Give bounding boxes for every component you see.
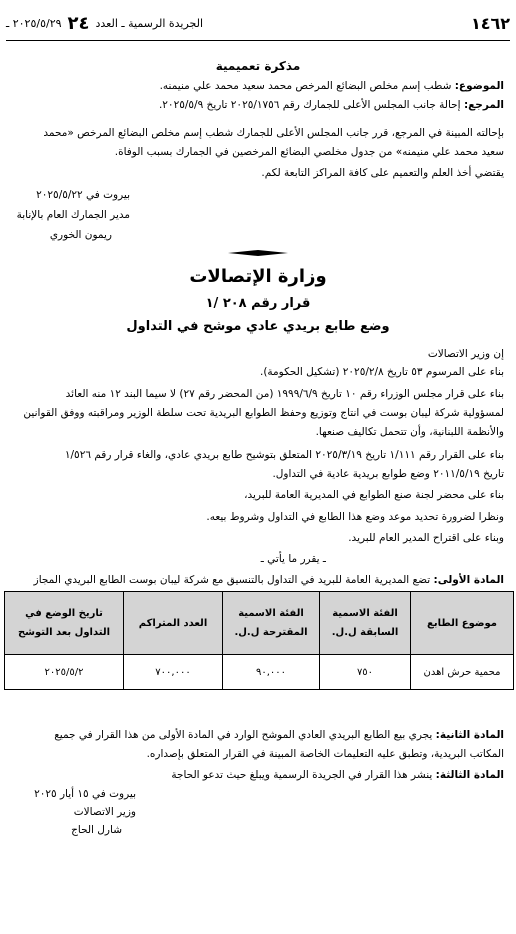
decision-paragraph: بناء على قرار مجلس الوزراء رقم ١٠ تاريخ ١٩٩٩/٦/٩ (من المحضر رقم ٢٧) لا سيما البند ١٢ منه العائد <box>65 388 504 400</box>
memo-sign-title: مدير الجمارك العام بالإنابة <box>16 209 130 221</box>
table-header: الفئة الاسمية المقترحة ل.ل. <box>223 592 320 655</box>
article-2-label: المادة الثانية: <box>435 729 504 741</box>
decision-paragraph: ونظرا لضرورة تحديد موعد وضع هذا الطابع في التداول وشروط بيعه. <box>206 511 504 523</box>
subject-text: شطب إسم مخلص البضائع المرخص محمد سعيد محمد علي منيمنه. <box>159 80 455 92</box>
header-rule <box>6 40 510 41</box>
table-cell: ٧٠٠,٠٠٠ <box>124 655 223 690</box>
article-3 <box>12 766 504 785</box>
article-1 <box>12 571 504 590</box>
reference-label: المرجع: <box>463 99 504 111</box>
article-3-text: ينشر هذا القرار في الجريدة الرسمية ويبلغ حيث تدعو الحاجة <box>171 769 436 781</box>
memo-body-line: يقتضي أخذ العلم والتعميم على كافة المراكز التابعة لكم. <box>261 167 504 179</box>
subject-label: الموضوع: <box>454 80 504 92</box>
decision-sign-title: وزير الاتصالات <box>73 806 136 818</box>
issue-date: ٢٠٢٥/٥/٢٩ ـ <box>6 16 62 30</box>
decision-sign-date: بيروت في ١٥ أيار ٢٠٢٥ <box>34 788 136 800</box>
article-1-text: تضع المديرية العامة للبريد في التداول بالتنسيق مع شركة ليبان بوست الطابع البريدي المجاز <box>33 574 434 586</box>
memo-reference <box>12 96 504 115</box>
table-header: موضوع الطابع <box>411 592 514 655</box>
decides-heading: ـ يقرر ما يأتي ـ <box>260 553 326 565</box>
article-3-label: المادة الثالثة: <box>435 769 504 781</box>
table-cell: ٧٥٠ <box>320 655 411 690</box>
article-2-text: يجري بيع الطابع البريدي العادي الموشح الوارد في المادة الأولى من هذا القرار في جميع <box>54 729 436 741</box>
table-header: تاريخ الوضع في التداول بعد التوشح <box>5 592 124 655</box>
table-cell: ٩٠,٠٠٠ <box>223 655 320 690</box>
decision-paragraph: بناء على القرار رقم ١/١١١ تاريخ ٢٠٢٥/٣/١٩ المتعلق بتوشيح طابع بريدي عادي، والغاء قرار رقم ١/٥٢٦ <box>64 449 504 461</box>
table-header-row <box>5 592 514 655</box>
memo-body-line: سعيد محمد علي منيمنه» من جدول مخلصي البضائع المرخصين في الجمارك بسبب الوفاة. <box>114 146 504 158</box>
ministry-title: وزارة الإتصالات <box>189 266 327 287</box>
table-cell: ٢٠٢٥/٥/٢ <box>5 655 124 690</box>
section-separator <box>228 250 288 256</box>
decision-paragraph: بناء على المرسوم ٥٣ تاريخ ٢٠٢٥/٢/٨ (تشكيل الحكومة). <box>259 366 504 378</box>
decision-paragraph: بناء على محضر لجنة صنع الطوابع في المديرية العامة للبريد، <box>244 489 504 501</box>
memo-signature <box>17 187 130 243</box>
decision-number: قرار رقم ٢٠٨ /١ <box>205 296 311 311</box>
decision-paragraph: والأنظمة اللبنانية، وأن تتحمل تكاليف صنعها. <box>315 426 504 438</box>
reference-text: إحالة جانب المجلس الأعلى للجمارك رقم ٢٠٢٥/١٧٥٦ تاريخ ٢٠٢٥/٥/٩. <box>158 99 464 111</box>
table-cell: محمية حرش اهدن <box>411 655 514 690</box>
stamp-table <box>4 591 514 690</box>
decision-intro: إن وزير الاتصالات <box>427 348 504 360</box>
memo-sign-date: بيروت في ٢٠٢٥/٥/٢٢ <box>36 189 130 201</box>
memo-sign-name: ريمون الخوري <box>49 229 112 241</box>
decision-paragraph: وبناء على اقتراح المدير العام للبريد. <box>348 532 504 544</box>
decision-paragraph: تاريخ ٢٠١١/٥/١٩ وضع طوابع بريدية عادية في التداول. <box>272 468 504 480</box>
memo-subject <box>12 77 504 96</box>
table-row <box>5 655 514 690</box>
page-number: ١٤٦٢ <box>470 13 510 33</box>
decision-sign-name: شارل الحاج <box>71 824 122 836</box>
page-header <box>6 10 510 36</box>
decision-paragraph: لمسؤولية شركة ليبان بوست في انتاج وتوزيع وحفظ الطوابع البريدية تحت سلطة الوزير ومراقبته ووفق القوانين <box>23 407 504 419</box>
decision-subject: وضع طابع بريدي عادي موشح في التداول <box>126 319 390 334</box>
table-header: الفئة الاسمية السابقة ل.ل. <box>320 592 411 655</box>
issue-number: ٢٤ <box>67 12 90 34</box>
article-2 <box>12 726 504 745</box>
decision-signature <box>34 786 136 838</box>
memo-title: مذكرة تعميمية <box>215 59 301 73</box>
article-2-cont: المكاتب البريدية، وتطبق عليه التعليمات الخاصة المبينة في القرار المتعلق بإصداره. <box>146 748 504 760</box>
table-header: العدد المتراكم <box>124 592 223 655</box>
memo-body-line: بإحالته المبينة في المرجع، قرر جانب المجلس الأعلى للجمارك شطب إسم مخلص البضائع المرخص «محمد <box>43 127 504 139</box>
gazette-name: الجريدة الرسمية ـ العدد <box>95 16 204 30</box>
article-1-label: المادة الأولى: <box>433 574 504 586</box>
